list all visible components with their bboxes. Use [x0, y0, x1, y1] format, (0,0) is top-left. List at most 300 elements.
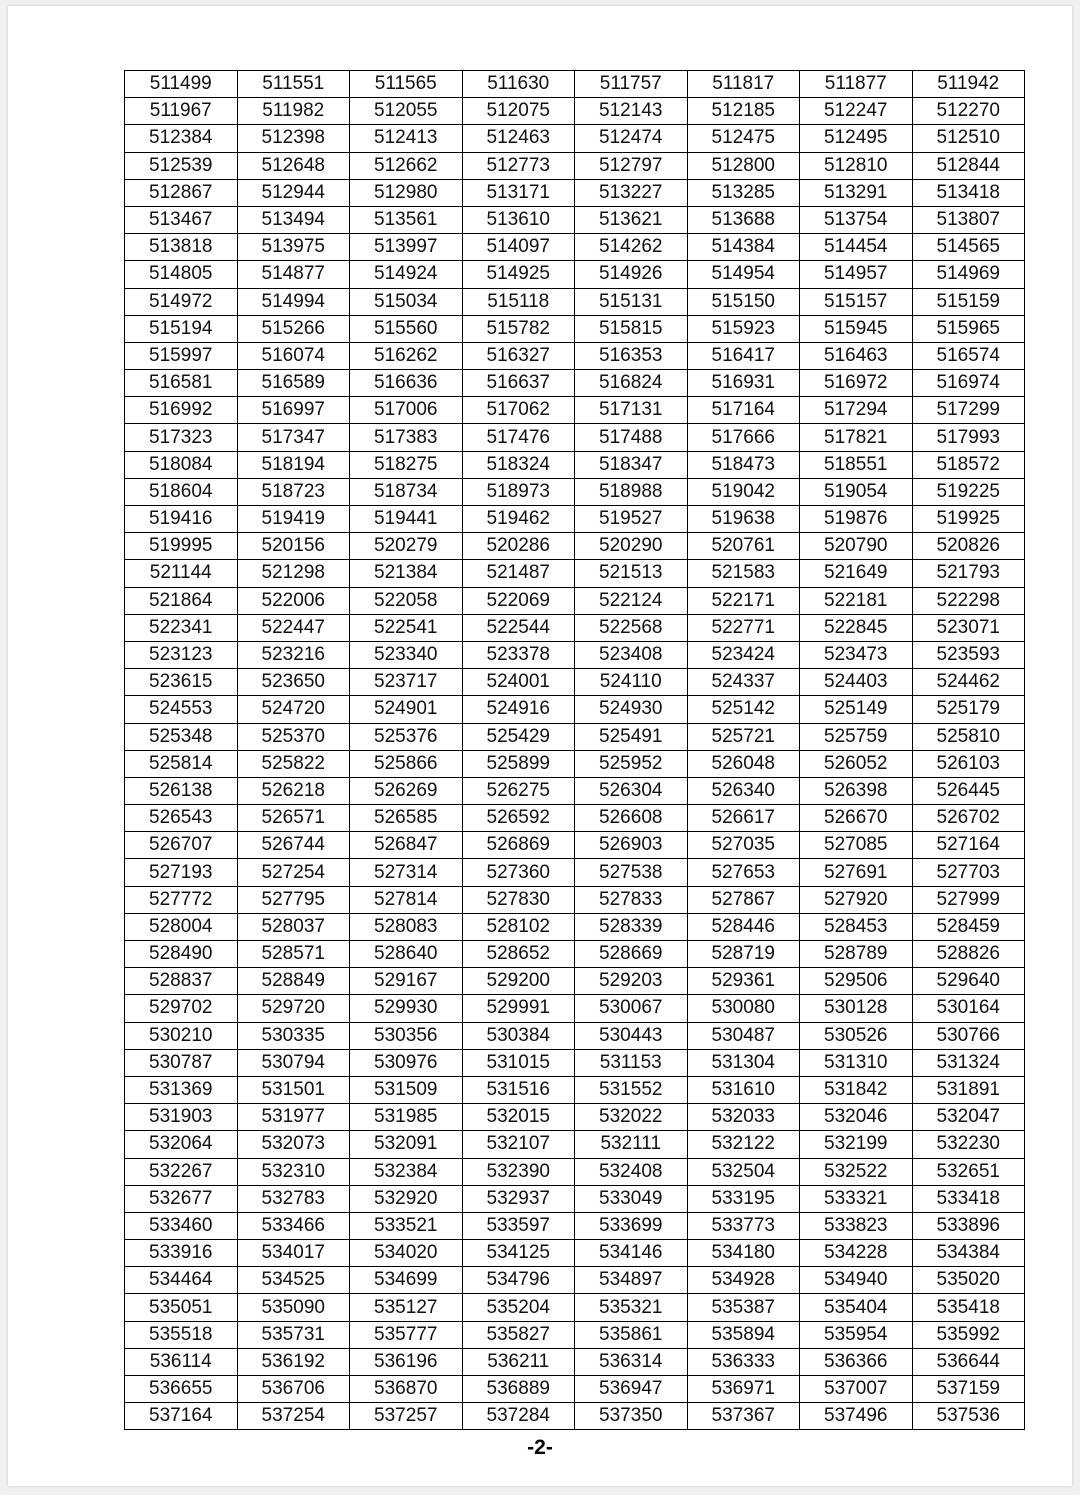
table-cell: 532091: [350, 1131, 463, 1158]
table-cell: 511757: [575, 71, 688, 98]
table-row: [125, 669, 1025, 696]
table-cell: 516262: [350, 342, 463, 369]
table-row: [125, 342, 1025, 369]
table-cell: 512075: [462, 98, 575, 125]
table-cell: 512247: [800, 98, 913, 125]
table-cell: 517993: [912, 424, 1025, 451]
table-cell: 518347: [575, 451, 688, 478]
table-row: [125, 152, 1025, 179]
table-cell: 516327: [462, 342, 575, 369]
table-cell: 533321: [800, 1185, 913, 1212]
table-cell: 535992: [912, 1321, 1025, 1348]
table-cell: 523340: [350, 641, 463, 668]
number-table: [124, 70, 1025, 1430]
table-cell: 522298: [912, 587, 1025, 614]
table-cell: 537254: [237, 1403, 350, 1430]
table-cell: 524001: [462, 669, 575, 696]
table-cell: 516974: [912, 370, 1025, 397]
table-cell: 532230: [912, 1131, 1025, 1158]
table-row: [125, 1131, 1025, 1158]
table-row: [125, 886, 1025, 913]
table-cell: 531509: [350, 1076, 463, 1103]
table-cell: 516353: [575, 342, 688, 369]
table-row: [125, 1158, 1025, 1185]
table-cell: 533521: [350, 1212, 463, 1239]
table-cell: 537496: [800, 1403, 913, 1430]
table-cell: 528102: [462, 913, 575, 940]
table-cell: 512662: [350, 152, 463, 179]
table-row: [125, 451, 1025, 478]
table-cell: 527920: [800, 886, 913, 913]
table-cell: 534940: [800, 1267, 913, 1294]
table-cell: 527867: [687, 886, 800, 913]
table-cell: 531977: [237, 1104, 350, 1131]
table-cell: 515150: [687, 288, 800, 315]
table-cell: 515560: [350, 315, 463, 342]
table-row: [125, 1185, 1025, 1212]
table-cell: 513467: [125, 206, 238, 233]
table-cell: 536114: [125, 1348, 238, 1375]
table-cell: 521144: [125, 560, 238, 587]
table-cell: 523650: [237, 669, 350, 696]
table-cell: 516417: [687, 342, 800, 369]
table-cell: 522541: [350, 614, 463, 641]
table-cell: 526275: [462, 777, 575, 804]
table-cell: 526218: [237, 777, 350, 804]
table-cell: 535387: [687, 1294, 800, 1321]
table-cell: 515945: [800, 315, 913, 342]
table-cell: 514925: [462, 261, 575, 288]
table-cell: 512398: [237, 125, 350, 152]
table-row: [125, 1240, 1025, 1267]
table-cell: 522171: [687, 587, 800, 614]
table-cell: 531153: [575, 1049, 688, 1076]
table-cell: 527830: [462, 886, 575, 913]
table-cell: 520286: [462, 533, 575, 560]
table-cell: 534017: [237, 1240, 350, 1267]
table-cell: 523378: [462, 641, 575, 668]
table-cell: 526048: [687, 750, 800, 777]
table-cell: 528837: [125, 968, 238, 995]
table-cell: 534180: [687, 1240, 800, 1267]
table-cell: 528446: [687, 913, 800, 940]
table-cell: 529167: [350, 968, 463, 995]
table-cell: 515034: [350, 288, 463, 315]
table-row: [125, 723, 1025, 750]
table-cell: 529200: [462, 968, 575, 995]
table-cell: 536947: [575, 1376, 688, 1403]
table-cell: 532651: [912, 1158, 1025, 1185]
table-cell: 513291: [800, 179, 913, 206]
table-cell: 535777: [350, 1321, 463, 1348]
table-cell: 514384: [687, 234, 800, 261]
table-cell: 522181: [800, 587, 913, 614]
table-cell: 537350: [575, 1403, 688, 1430]
table-cell: 528719: [687, 941, 800, 968]
table-cell: 519225: [912, 478, 1025, 505]
table-cell: 512944: [237, 179, 350, 206]
table-cell: 535051: [125, 1294, 238, 1321]
table-row: [125, 1403, 1025, 1430]
table-cell: 514926: [575, 261, 688, 288]
table-cell: 516972: [800, 370, 913, 397]
table-cell: 516992: [125, 397, 238, 424]
table-cell: 516574: [912, 342, 1025, 369]
table-cell: 528453: [800, 913, 913, 940]
table-cell: 517323: [125, 424, 238, 451]
table-cell: 524110: [575, 669, 688, 696]
table-cell: 525810: [912, 723, 1025, 750]
table-cell: 532937: [462, 1185, 575, 1212]
table-cell: 517821: [800, 424, 913, 451]
table-cell: 518473: [687, 451, 800, 478]
table-cell: 531304: [687, 1049, 800, 1076]
table-row: [125, 1076, 1025, 1103]
table-cell: 536655: [125, 1376, 238, 1403]
table-cell: 531369: [125, 1076, 238, 1103]
table-cell: 532073: [237, 1131, 350, 1158]
table-row: [125, 913, 1025, 940]
table-cell: 523408: [575, 641, 688, 668]
table-cell: 517666: [687, 424, 800, 451]
page-number: -2-: [527, 1436, 553, 1459]
table-cell: 531324: [912, 1049, 1025, 1076]
table-row: [125, 1348, 1025, 1375]
table-cell: 533195: [687, 1185, 800, 1212]
table-cell: 533466: [237, 1212, 350, 1239]
table-row: [125, 859, 1025, 886]
table-cell: 523593: [912, 641, 1025, 668]
table-cell: 511499: [125, 71, 238, 98]
table-cell: 527314: [350, 859, 463, 886]
table-cell: 528669: [575, 941, 688, 968]
table-cell: 512539: [125, 152, 238, 179]
table-cell: 534796: [462, 1267, 575, 1294]
table-cell: 526585: [350, 805, 463, 832]
table-cell: 516931: [687, 370, 800, 397]
table-cell: 522568: [575, 614, 688, 641]
table-cell: 519638: [687, 506, 800, 533]
table-cell: 526847: [350, 832, 463, 859]
table-cell: 511630: [462, 71, 575, 98]
table-cell: 530067: [575, 995, 688, 1022]
table-cell: 536870: [350, 1376, 463, 1403]
table-cell: 520761: [687, 533, 800, 560]
table-cell: 513807: [912, 206, 1025, 233]
table-cell: 521649: [800, 560, 913, 587]
table-cell: 513171: [462, 179, 575, 206]
table-cell: 517062: [462, 397, 575, 424]
table-cell: 537284: [462, 1403, 575, 1430]
table-cell: 519925: [912, 506, 1025, 533]
table-cell: 527691: [800, 859, 913, 886]
table-cell: 534020: [350, 1240, 463, 1267]
table-cell: 514994: [237, 288, 350, 315]
table-cell: 535204: [462, 1294, 575, 1321]
table-cell: 513227: [575, 179, 688, 206]
table-cell: 512800: [687, 152, 800, 179]
table-cell: 528789: [800, 941, 913, 968]
table-cell: 533460: [125, 1212, 238, 1239]
table-cell: 515131: [575, 288, 688, 315]
table-row: [125, 370, 1025, 397]
table-cell: 523424: [687, 641, 800, 668]
table-cell: 532122: [687, 1131, 800, 1158]
table-cell: 516589: [237, 370, 350, 397]
table-cell: 516463: [800, 342, 913, 369]
table-cell: 518084: [125, 451, 238, 478]
table-cell: 537367: [687, 1403, 800, 1430]
table-cell: 519462: [462, 506, 575, 533]
table-cell: 524337: [687, 669, 800, 696]
table-cell: 526398: [800, 777, 913, 804]
table-row: [125, 261, 1025, 288]
table-cell: 519042: [687, 478, 800, 505]
table-cell: 514805: [125, 261, 238, 288]
table-cell: 511982: [237, 98, 350, 125]
table-cell: 524901: [350, 696, 463, 723]
table-cell: 531310: [800, 1049, 913, 1076]
table-cell: 532384: [350, 1158, 463, 1185]
table-cell: 531891: [912, 1076, 1025, 1103]
table-cell: 526571: [237, 805, 350, 832]
table-cell: 526052: [800, 750, 913, 777]
table-cell: 531985: [350, 1104, 463, 1131]
table-cell: 522544: [462, 614, 575, 641]
table-cell: 521298: [237, 560, 350, 587]
table-cell: 518194: [237, 451, 350, 478]
table-cell: 511942: [912, 71, 1025, 98]
table-row: [125, 533, 1025, 560]
table-cell: 530356: [350, 1022, 463, 1049]
table-cell: 528339: [575, 913, 688, 940]
table-cell: 526592: [462, 805, 575, 832]
table-cell: 512797: [575, 152, 688, 179]
table-cell: 527653: [687, 859, 800, 886]
table-cell: 535404: [800, 1294, 913, 1321]
table-cell: 526269: [350, 777, 463, 804]
table-cell: 520790: [800, 533, 913, 560]
table-cell: 523123: [125, 641, 238, 668]
table-cell: 528083: [350, 913, 463, 940]
table-cell: 523473: [800, 641, 913, 668]
table-row: [125, 560, 1025, 587]
table-cell: 532267: [125, 1158, 238, 1185]
table-cell: 522006: [237, 587, 350, 614]
table-cell: 517164: [687, 397, 800, 424]
table-cell: 530128: [800, 995, 913, 1022]
table-cell: 528571: [237, 941, 350, 968]
table-cell: 512773: [462, 152, 575, 179]
table-row: [125, 1294, 1025, 1321]
table-row: [125, 506, 1025, 533]
table-cell: 525348: [125, 723, 238, 750]
table-cell: 533916: [125, 1240, 238, 1267]
table-cell: 513285: [687, 179, 800, 206]
table-cell: 534146: [575, 1240, 688, 1267]
table-cell: 512143: [575, 98, 688, 125]
table-cell: 530526: [800, 1022, 913, 1049]
table-cell: 515159: [912, 288, 1025, 315]
table-cell: 517131: [575, 397, 688, 424]
table-cell: 515997: [125, 342, 238, 369]
table-cell: 532015: [462, 1104, 575, 1131]
table-cell: 524462: [912, 669, 1025, 696]
table-cell: 518723: [237, 478, 350, 505]
table-cell: 537257: [350, 1403, 463, 1430]
table-cell: 526103: [912, 750, 1025, 777]
table-row: [125, 832, 1025, 859]
table-cell: 528037: [237, 913, 350, 940]
table-cell: 527703: [912, 859, 1025, 886]
table-cell: 531842: [800, 1076, 913, 1103]
number-table-body: [125, 71, 1025, 1430]
table-cell: 536196: [350, 1348, 463, 1375]
table-cell: 512495: [800, 125, 913, 152]
table-cell: 512055: [350, 98, 463, 125]
table-row: [125, 1022, 1025, 1049]
table-cell: 532783: [237, 1185, 350, 1212]
table-row: [125, 1321, 1025, 1348]
table-cell: 533773: [687, 1212, 800, 1239]
table-cell: 522069: [462, 587, 575, 614]
table-cell: 534228: [800, 1240, 913, 1267]
table-cell: 526608: [575, 805, 688, 832]
table-cell: 532504: [687, 1158, 800, 1185]
table-cell: 529720: [237, 995, 350, 1022]
table-cell: 514972: [125, 288, 238, 315]
table-cell: 519527: [575, 506, 688, 533]
table-cell: 516636: [350, 370, 463, 397]
table-cell: 537159: [912, 1376, 1025, 1403]
table-cell: 517488: [575, 424, 688, 451]
table-cell: 528652: [462, 941, 575, 968]
table-cell: 525376: [350, 723, 463, 750]
table-cell: 525759: [800, 723, 913, 750]
table-cell: 534384: [912, 1240, 1025, 1267]
table-cell: 518551: [800, 451, 913, 478]
table-cell: 530164: [912, 995, 1025, 1022]
table-cell: 534464: [125, 1267, 238, 1294]
table-cell: 525822: [237, 750, 350, 777]
table-cell: 513997: [350, 234, 463, 261]
table-cell: 515194: [125, 315, 238, 342]
table-cell: 513621: [575, 206, 688, 233]
table-cell: 536366: [800, 1348, 913, 1375]
table-cell: 529361: [687, 968, 800, 995]
table-cell: 535020: [912, 1267, 1025, 1294]
table-cell: 532107: [462, 1131, 575, 1158]
table-row: [125, 641, 1025, 668]
table-cell: 525370: [237, 723, 350, 750]
table-cell: 535090: [237, 1294, 350, 1321]
table-cell: 537164: [125, 1403, 238, 1430]
table-cell: 514262: [575, 234, 688, 261]
table-cell: 528459: [912, 913, 1025, 940]
table-cell: 515266: [237, 315, 350, 342]
table-cell: 535894: [687, 1321, 800, 1348]
table-cell: 537007: [800, 1376, 913, 1403]
table-row: [125, 397, 1025, 424]
table-cell: 527360: [462, 859, 575, 886]
table-cell: 525814: [125, 750, 238, 777]
table-cell: 535321: [575, 1294, 688, 1321]
table-cell: 526340: [687, 777, 800, 804]
table-cell: 513610: [462, 206, 575, 233]
table-cell: 525721: [687, 723, 800, 750]
table-cell: 511565: [350, 71, 463, 98]
table-cell: 513494: [237, 206, 350, 233]
table-cell: 531552: [575, 1076, 688, 1103]
table-cell: 528490: [125, 941, 238, 968]
table-cell: 536211: [462, 1348, 575, 1375]
table-cell: 524553: [125, 696, 238, 723]
table-cell: 524916: [462, 696, 575, 723]
table-cell: 516824: [575, 370, 688, 397]
table-cell: 532408: [575, 1158, 688, 1185]
table-cell: 532522: [800, 1158, 913, 1185]
table-row: [125, 424, 1025, 451]
table-cell: 533597: [462, 1212, 575, 1239]
table-row: [125, 1376, 1025, 1403]
table-row: [125, 777, 1025, 804]
table-cell: 530443: [575, 1022, 688, 1049]
table-cell: 532199: [800, 1131, 913, 1158]
table-row: [125, 288, 1025, 315]
table-cell: 513818: [125, 234, 238, 261]
table-cell: 535731: [237, 1321, 350, 1348]
table-cell: 535418: [912, 1294, 1025, 1321]
table-cell: 532022: [575, 1104, 688, 1131]
table-cell: 513754: [800, 206, 913, 233]
table-cell: 535127: [350, 1294, 463, 1321]
table-cell: 512810: [800, 152, 913, 179]
table-cell: 532047: [912, 1104, 1025, 1131]
table-row: [125, 941, 1025, 968]
table-cell: 532390: [462, 1158, 575, 1185]
table-cell: 522124: [575, 587, 688, 614]
table-row: [125, 125, 1025, 152]
table-cell: 526445: [912, 777, 1025, 804]
table-cell: 536971: [687, 1376, 800, 1403]
table-row: [125, 98, 1025, 125]
table-cell: 528640: [350, 941, 463, 968]
table-cell: 517299: [912, 397, 1025, 424]
table-cell: 531501: [237, 1076, 350, 1103]
table-cell: 534525: [237, 1267, 350, 1294]
table-cell: 519054: [800, 478, 913, 505]
table-cell: 526138: [125, 777, 238, 804]
table-cell: 522447: [237, 614, 350, 641]
table-cell: 513975: [237, 234, 350, 261]
table-cell: 536314: [575, 1348, 688, 1375]
table-cell: 517006: [350, 397, 463, 424]
table-cell: 519416: [125, 506, 238, 533]
table-cell: 517383: [350, 424, 463, 451]
table-cell: 525899: [462, 750, 575, 777]
table-cell: 523216: [237, 641, 350, 668]
table-cell: 513418: [912, 179, 1025, 206]
table-cell: 528826: [912, 941, 1025, 968]
table-cell: 512475: [687, 125, 800, 152]
table-cell: 535827: [462, 1321, 575, 1348]
table-row: [125, 234, 1025, 261]
table-cell: 520826: [912, 533, 1025, 560]
table-cell: 528004: [125, 913, 238, 940]
table-cell: 531903: [125, 1104, 238, 1131]
table-cell: 527254: [237, 859, 350, 886]
table-cell: 519995: [125, 533, 238, 560]
